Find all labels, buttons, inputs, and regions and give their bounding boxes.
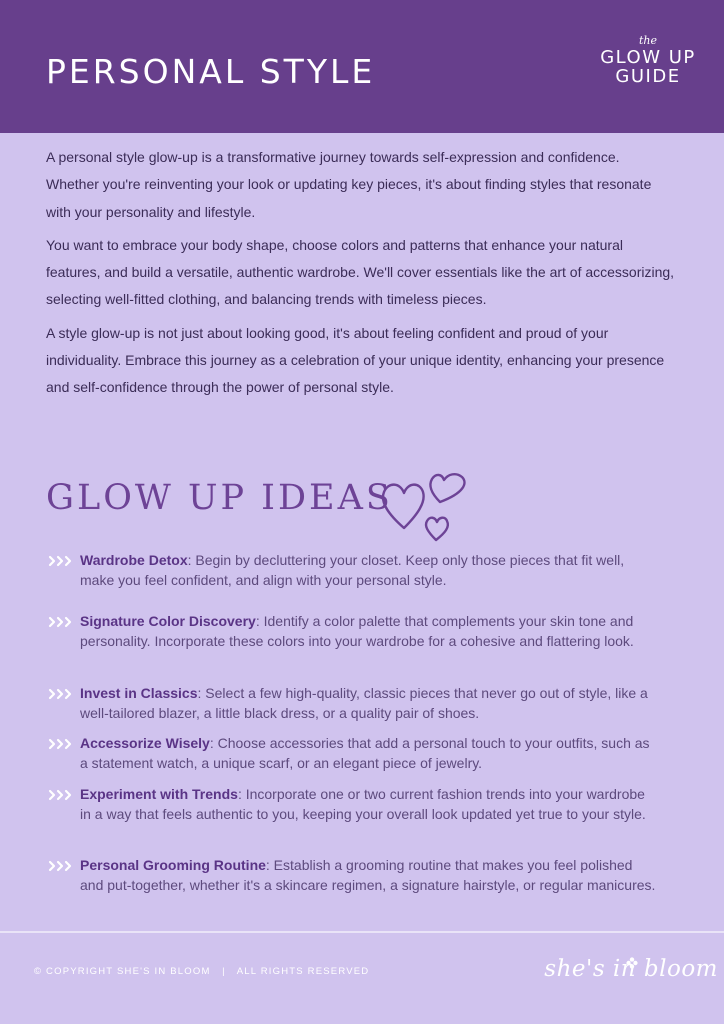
- idea-title: Experiment with Trends: [80, 786, 238, 802]
- idea-text: : Incorporate one or two current fashion trends into your wardrobe in a way that feels authentic to you, keeping your overall look updated yet true to your style.: [80, 786, 646, 823]
- idea-text: : Choose accessories that add a personal touch to your outfits, such as a statement watch, a unique scarf, or an elegant piece of jewelry.: [80, 735, 650, 772]
- intro-paragraph-1: A personal style glow-up is a transformative journey towards self-expression and confidence. Whether you're reinventing your look or updating key pieces, it's about finding styles that resonate with your personality and lifestyle.: [46, 149, 652, 220]
- copyright-text: © COPYRIGHT SHE'S IN BLOOM | ALL RIGHTS RESERVED: [34, 966, 370, 977]
- idea-text: : Select a few high-quality, classic pieces that never go out of style, like a well-tailored blazer, a little black dress, or a quality pair of shoes.: [80, 685, 648, 722]
- brand-the: the: [638, 34, 657, 47]
- intro-section: [46, 144, 676, 408]
- idea-item: [48, 611, 658, 683]
- triple-chevron-icon: [48, 688, 74, 700]
- hearts-icon: [378, 466, 474, 546]
- header-banner: [0, 0, 724, 133]
- triple-chevron-icon: [48, 789, 74, 801]
- triple-chevron-icon: [48, 616, 74, 628]
- triple-chevron-icon: [48, 555, 74, 567]
- triple-chevron-icon: [48, 860, 74, 872]
- page-title: PERSONAL STYLE: [46, 52, 376, 91]
- idea-text: : Establish a grooming routine that makes you feel polished and put-together, whether it's a skincare regimen, a signature hairstyle, or regular manicures.: [80, 857, 656, 894]
- idea-title: Signature Color Discovery: [80, 613, 256, 629]
- signature-logo: she's in bloom: [544, 956, 718, 982]
- ideas-heading: GLOW UP IDEAS: [46, 478, 393, 518]
- idea-item: [48, 784, 658, 855]
- idea-title: Personal Grooming Routine: [80, 857, 266, 873]
- footer-divider: [0, 931, 724, 933]
- intro-paragraph-2: You want to embrace your body shape, choose colors and patterns that enhance your natural features, and build a versatile, authentic wardrobe. We'll cover essentials like the art of accessorizing, selecting well-fitted clothing, and balancing trends with timeless pieces.: [46, 236, 675, 308]
- brand-line-1: GLOW UP: [600, 47, 696, 68]
- ideas-list: [48, 550, 658, 895]
- idea-text: : Identify a color palette that complements your skin tone and personality. Incorporate these colors into your wardrobe for a cohesive and flattering look.: [80, 613, 634, 650]
- intro-paragraph-3: A style glow-up is not just about looking good, it's about feeling confident and proud of your individuality. Embrace this journey as a celebration of your unique identity, enhancing your presence and self-confidence through the power of personal style.: [46, 324, 665, 396]
- idea-title: Wardrobe Detox: [80, 552, 188, 568]
- brand-line-2: GUIDE: [615, 66, 681, 87]
- brand-logo: [590, 34, 706, 86]
- idea-title: Accessorize Wisely: [80, 735, 210, 751]
- idea-title: Invest in Classics: [80, 685, 198, 701]
- triple-chevron-icon: [48, 738, 74, 750]
- idea-item: [48, 550, 658, 611]
- idea-item: [48, 733, 658, 784]
- idea-item: [48, 855, 658, 895]
- idea-text: : Begin by decluttering your closet. Keep only those pieces that fit well, make you feel confident, and align with your personal style.: [80, 552, 625, 589]
- idea-item: [48, 683, 658, 733]
